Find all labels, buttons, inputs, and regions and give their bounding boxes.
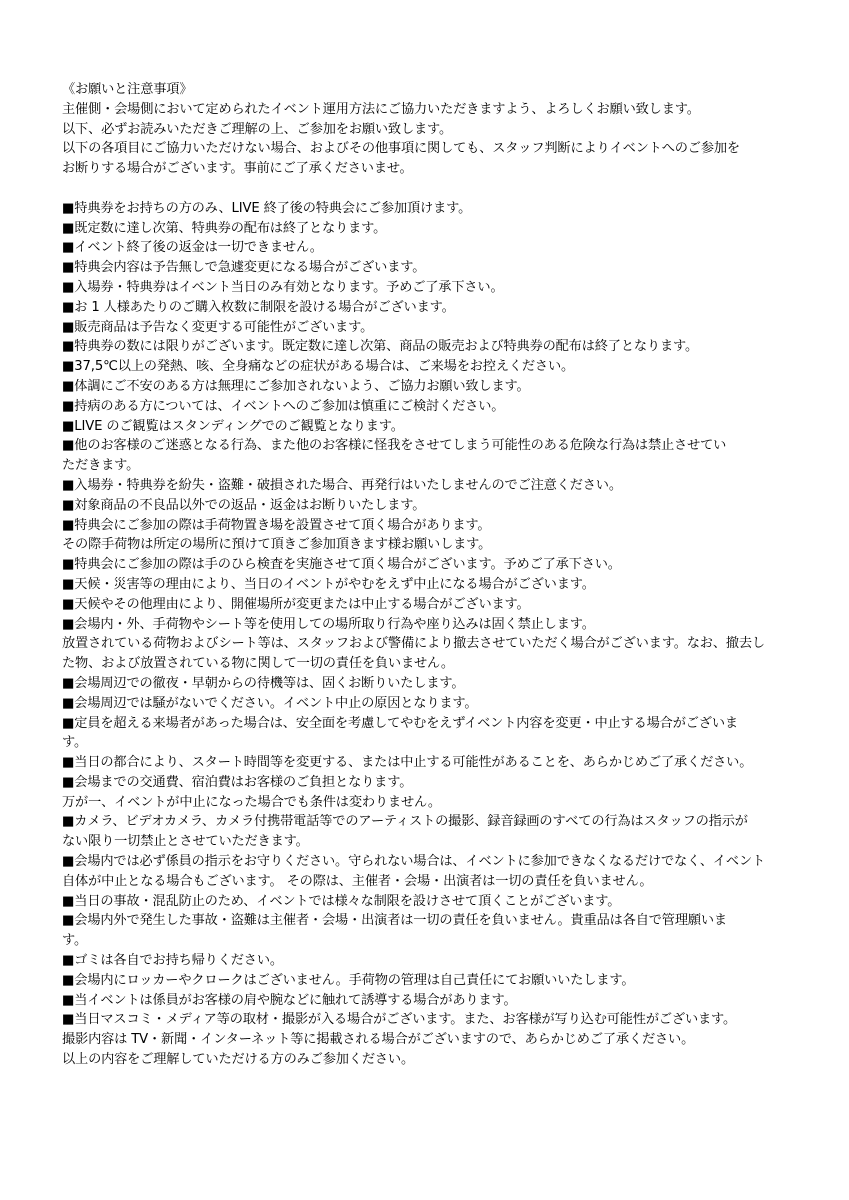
notice-line: ■会場内外で発生した事故・盗難は主催者・会場・出演者は一切の責任を負いません。貴重品は各自で管理願いま <box>62 913 727 929</box>
notice-line: ■天候・災害等の理由により、当日のイベントがやむをえず中止になる場合がございます。 <box>62 576 595 592</box>
notice-line: ■会場周辺での徹夜・早朝からの待機等は、固くお断りいたします。 <box>62 675 465 691</box>
notice-line: す。 <box>62 735 88 751</box>
intro-line: 主催側・会場側において定められたイベント運用方法にご協力いただきますよう、よろしくお願い致します。 <box>62 101 700 117</box>
notice-line: 撮影内容は TV・新聞・インターネット等に掲載される場合がございますので、あらかじめご了承ください。 <box>62 1032 695 1048</box>
notice-line: ■特典会にご参加の際は手のひら検査を実施させて頂く場合がございます。予めご了承下さい。 <box>62 557 621 573</box>
notice-line: ■対象商品の不良品以外での返品・返金はお断りいたします。 <box>62 497 426 513</box>
notice-line: ■定員を超える来場者があった場合は、安全面を考慮してやむをえずイベント内容を変更・中止する場合がございま <box>62 715 738 731</box>
notice-line: 万が一、イベントが中止になった場合でも条件は変わりません。 <box>62 794 441 810</box>
notice-line: ■特典会内容は予告無しで急遽変更になる場合がございます。 <box>62 260 426 276</box>
notice-line: ■当イベントは係員がお客様の肩や腕などに触れて誘導する場合があります。 <box>62 992 517 1008</box>
notice-line: ■37,5℃以上の発熱、咳、全身痛などの症状がある場合は、ご来場をお控えください。 <box>62 359 575 375</box>
spacer <box>62 179 792 199</box>
notice-line: ■カメラ、ビデオカメラ、カメラ付携帯電話等でのアーティストの撮影、録音録画のすべての行為はスタッフの指示が <box>62 814 748 830</box>
notice-line: ■特典券をお持ちの方のみ、LIVE 終了後の特典会にご参加頂けます。 <box>62 200 472 216</box>
intro-section <box>62 80 792 179</box>
notice-line: ■ゴミは各自でお持ち帰りください。 <box>62 953 283 969</box>
notice-line: ■入場券・特典券を紛失・盗難・破損された場合、再発行はいたしませんのでご注意ください。 <box>62 477 622 493</box>
notice-line: す。 <box>62 933 88 949</box>
notice-line: その際手荷物は所定の場所に預けて頂きご参加頂きます様お願いします。 <box>62 537 492 553</box>
notice-line: 放置されている荷物およびシート等は、スタッフおよび警備により撤去させていただく場合がございます。なお、撤去し <box>62 636 765 652</box>
notice-list <box>62 199 792 1070</box>
notice-line: ■当日マスコミ・メディア等の取材・撮影が入る場合がございます。また、お客様が写り込む可能性がございます。 <box>62 1012 737 1028</box>
notice-line: ■特典会にご参加の際は手荷物置き場を設置させて頂く場合があります。 <box>62 517 491 533</box>
notice-line: ■既定数に達し次第、特典券の配布は終了となります。 <box>62 220 387 236</box>
notice-line: ■他のお客様のご迷惑となる行為、また他のお客様に怪我をさせてしまう可能性のある危険な行為は禁止させてい <box>62 438 727 454</box>
notice-line: ■販売商品は予告なく変更する可能性がございます。 <box>62 319 374 335</box>
notice-line: ■会場内では必ず係員の指示をお守りください。守られない場合は、イベントに参加できなくなるだけでなく、イベント <box>62 854 766 870</box>
notice-line: ■お 1 人様あたりのご購入枚数に制限を設ける場合がございます。 <box>62 299 455 315</box>
notice-line: ■会場内にロッカーやクロークはございません。手荷物の管理は自己責任にてお願いいたします。 <box>62 972 635 988</box>
notice-document <box>62 80 792 1070</box>
notice-line: た物、および放置されている物に関して一切の責任を負いません。 <box>62 656 454 672</box>
notice-line: 自体が中止となる場合もございます。 その際は、主催者・会場・出演者は一切の責任を負いません。 <box>62 873 653 889</box>
notice-line: 以上の内容をご理解していただける方のみご参加ください。 <box>62 1052 415 1068</box>
notice-line: ■特典券の数には限りがございます。既定数に達し次第、商品の販売および特典券の配布は終了となります。 <box>62 339 698 355</box>
notice-line: ■会場周辺では騒がないでください。イベント中止の原因となります。 <box>62 695 478 711</box>
notice-line: ■持病のある方については、イベントへのご参加は慎重にご検討ください。 <box>62 398 505 414</box>
notice-line: ■当日の都合により、スタート時間等を変更する、または中止する可能性があることを、あらかじめご了承ください。 <box>62 755 753 771</box>
notice-line: ■会場までの交通費、宿泊費はお客様のご負担となります。 <box>62 774 413 790</box>
notice-line: ■当日の事故・混乱防止のため、イベントでは様々な制限を設けさせて頂くことがございます。 <box>62 893 621 909</box>
document-heading: 《お願いと注意事項》 <box>62 82 193 97</box>
intro-line: 以下、必ずお読みいただきご理解の上、ご参加をお願い致します。 <box>62 121 453 137</box>
notice-line: ただきます。 <box>62 458 140 474</box>
intro-line: お断りする場合がございます。事前にご了承くださいませ。 <box>62 161 413 177</box>
notice-line: ■会場内・外、手荷物やシート等を使用しての場所取り行為や座り込みは固く禁止します。 <box>62 616 595 632</box>
notice-line: ■入場券・特典券はイベント当日のみ有効となります。予めご了承下さい。 <box>62 279 504 295</box>
notice-line: ■イベント終了後の返金は一切できません。 <box>62 240 323 256</box>
notice-line: ■LIVE のご観覧はスタンディングでのご観覧となります。 <box>62 418 404 434</box>
notice-line: ■天候やその他理由により、開催場所が変更または中止する場合がございます。 <box>62 596 530 612</box>
intro-line: 以下の各項目にご協力いただけない場合、およびその他事項に関しても、スタッフ判断によりイベントへのご参加を <box>62 141 740 157</box>
notice-line: ない限り一切禁止とさせていただきます。 <box>62 834 309 850</box>
notice-line: ■体調にご不安のある方は無理にご参加されないよう、ご協力お願い致します。 <box>62 378 530 394</box>
